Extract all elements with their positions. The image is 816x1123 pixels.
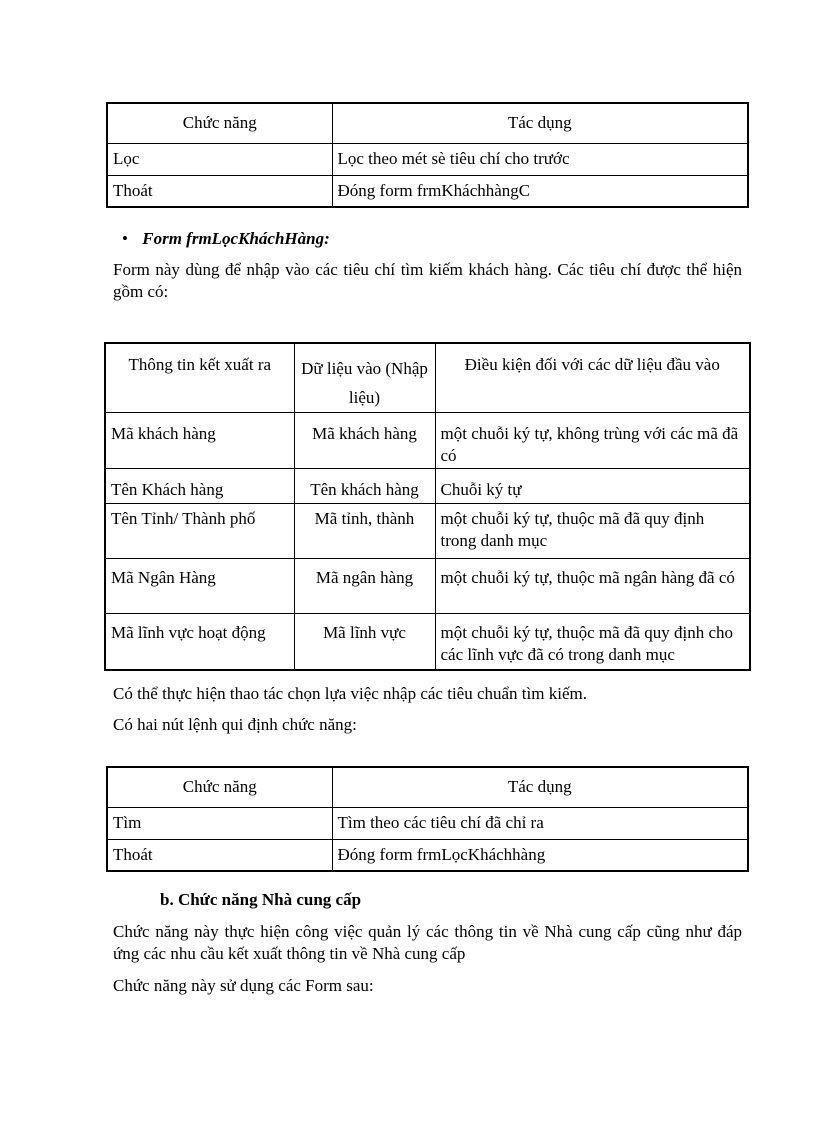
form-heading [122,228,330,250]
table-header: Dữ liệu vào (Nhập liệu) [294,343,435,413]
table-functions-search [106,766,749,872]
table-cell: một chuỗi ký tự, thuộc mã ngân hàng đã có [435,559,750,614]
table-cell: Mã Ngân Hàng [105,559,294,614]
table-cell: Thoát [107,175,332,207]
table-functions-filter [106,102,749,208]
bullet-icon: • [122,229,128,248]
paragraph-forms-used: Chức năng này sử dụng các Form sau: [113,976,374,995]
table-cell: một chuỗi ký tự, thuộc mã đã quy định cho các lĩnh vực đã có trong danh mục [435,614,750,670]
table-cell: Lọc [107,143,332,175]
paragraph-select-criteria: Có thể thực hiện thao tác chọn lựa việc nhập các tiêu chuẩn tìm kiếm. [113,684,587,703]
table-cell: Mã khách hàng [294,413,435,469]
table-cell: Đóng form frmKháchhàngC [332,175,748,207]
table-cell: Mã lĩnh vực [294,614,435,670]
table-cell: Tìm [107,807,332,839]
table-cell: Mã lĩnh vực hoạt động [105,614,294,670]
table-header: Điều kiện đối với các dữ liệu đầu vào [435,343,750,413]
table-criteria [104,342,751,671]
table-cell: Tìm theo các tiêu chí đã chỉ ra [332,807,748,839]
table-cell: Thoát [107,839,332,871]
table-header: Chức năng [107,103,332,143]
table-cell: Đóng form frmLọcKháchhàng [332,839,748,871]
table-header: Tác dụng [332,767,748,807]
table-cell: Lọc theo mét sè tiêu chí cho trước [332,143,748,175]
table-cell: Tên khách hàng [294,469,435,504]
table-header: Tác dụng [332,103,748,143]
form-description: Form này dùng để nhập vào các tiêu chí tìm kiếm khách hàng. Các tiêu chí được thể hiện gồm có: [113,260,742,301]
table-cell: Mã khách hàng [105,413,294,469]
paragraph-two-buttons: Có hai nút lệnh qui định chức năng: [113,715,357,734]
table-cell: một chuỗi ký tự, thuộc mã đã quy định trong danh mục [435,504,750,559]
table-cell: một chuỗi ký tự, không trùng với các mã đã có [435,413,750,469]
section-heading: b. Chức năng Nhà cung cấp [160,890,362,909]
form-title: Form frmLọcKháchHàng: [142,229,330,248]
table-header: Chức năng [107,767,332,807]
table-cell: Mã ngân hàng [294,559,435,614]
table-cell: Tên Tỉnh/ Thành phố [105,504,294,559]
paragraph-supplier-function: Chức năng này thực hiện công việc quản lý các thông tin về Nhà cung cấp cũng như đáp ứng các nhu cầu kết xuất thông tin về Nhà cung cấp [113,922,742,963]
table-cell: Chuỗi ký tự [435,469,750,504]
table-header: Thông tin kết xuất ra [105,343,294,413]
table-cell: Tên Khách hàng [105,469,294,504]
table-cell: Mã tỉnh, thành [294,504,435,559]
